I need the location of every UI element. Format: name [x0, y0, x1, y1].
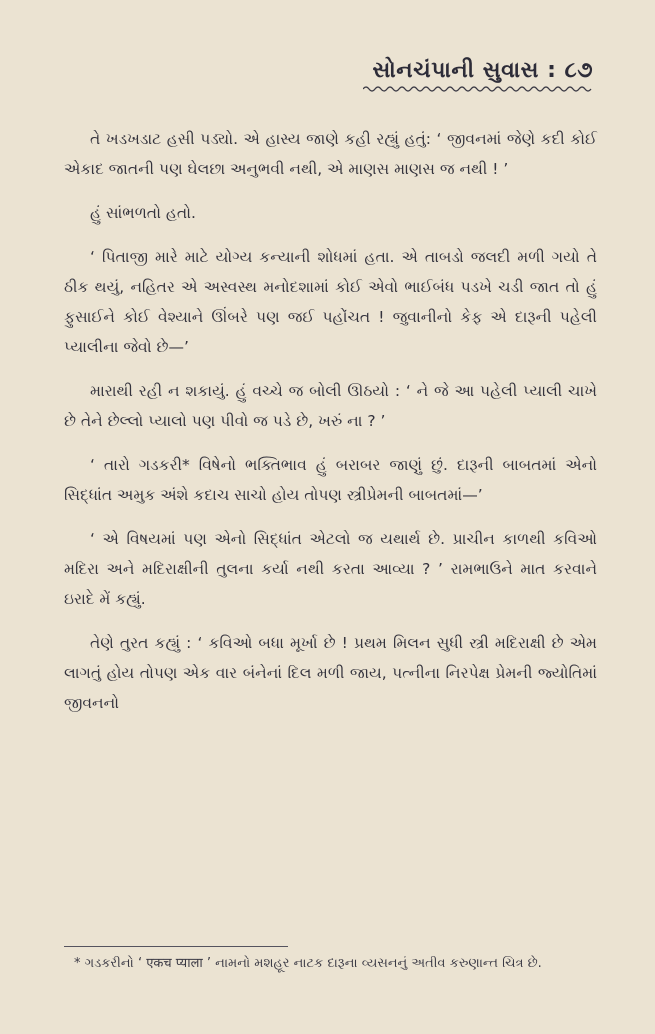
paragraph: હું સાંભળતો હતો. — [90, 204, 196, 222]
body-text — [64, 124, 597, 732]
running-head — [363, 58, 593, 93]
paragraph: મારાથી રહી ન શકાયું. હું વચ્ચે જ બોલી ઊઠયો : ‘ ને જે આ પહેલી પ્યાલી ચાખે છે તેને છેલ્લો પ્યાલો પણ પીવો જ પડે છે, ખરું ના ? ’ — [64, 382, 597, 430]
paragraph: ‘ એ વિષયમાં પણ એનો સિદ્ધાંત એટલો જ યથાર્થ છે. પ્રાચીન કાળથી કવિઓ મદિરા અને મદિરાક્ષીની તુલના કર્યા નથી કરતા આવ્યા ? ’ રામભાઉને માત કરવાને ઇરાદે મેં કહ્યું. — [64, 530, 597, 608]
paragraph: તે ખડખડાટ હસી પડ્યો. એ હાસ્ય જાણે કહી રહ્યું હતું: ‘ જીવનમાં જેણે કદી કોઈ એકાદ જાતની પણ ઘેલછા અનુભવી નથી, એ માણસ માણસ જ નથી ! ’ — [64, 130, 597, 178]
paragraph: ‘ તારો ગડકરી* વિષેનો ભક્તિભાવ હું બરાબર જાણું છું. દારૂની બાબતમાં એનો સિદ્ધાંત અમુક અંશે કદાચ સાચો હોય તોપણ સ્ત્રીપ્રેમની બાબતમાં—’ — [64, 456, 597, 504]
paragraph: ‘ પિતાજી મારે માટે યોગ્ય કન્યાની શોધમાં હતા. એ તાબડો જલદી મળી ગયો તે ઠીક થયું, નહિતર એ અસ્વસ્થ મનોદશામાં કોઈ એવો ભાઈબંધ પડખે ચડી જાત તો હું ફુસાઈને કોઈ વેશ્યાને ઊંબરે પણ જઈ પહોંચત ! જુવાનીનો કેફ એ દારૂની પહેલી પ્યાલીના જેવો છે—’ — [64, 248, 597, 356]
footnote: * ગડકરીનો ‘ एकच प्याला ’ નામનો મશહૂર નાટક દારૂના વ્યસનનું અતીવ કરુણાન્ત ચિત્ર છે. — [74, 956, 542, 971]
footnote-divider — [64, 946, 288, 947]
paragraph: તેણે તુરત કહ્યું : ‘ કવિઓ બધા મૂર્ખા છે ! પ્રથમ મિલન સુધી સ્ત્રી મદિરાક્ષી છે એમ લાગતું હોય તોપણ એક વાર બંનેનાં દિલ મળી જાય, પત્નીના નિરપેક્ષ પ્રેમની જ્યોતિમાં જીવનનો — [64, 634, 597, 712]
decorative-wavy-underline — [363, 85, 593, 93]
running-title: સોનચંપાની સુવાસ : ૮૭ — [372, 58, 593, 83]
